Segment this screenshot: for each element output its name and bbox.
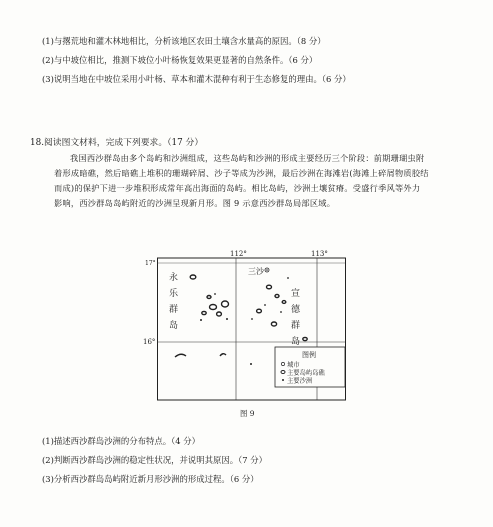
- sand-cay-icon: [214, 293, 216, 295]
- q18-heading: 18.阅读图文材料，完成下列要求。（17 分）: [30, 138, 204, 148]
- reef-icon: [220, 354, 226, 356]
- label-xuande-1: 宣: [291, 289, 301, 299]
- island-icon: [267, 285, 272, 289]
- legend-title: 图例: [302, 351, 316, 359]
- lon-label-113: 113°: [311, 250, 328, 258]
- q18-question-3: (3)分析西沙群岛岛屿附近新月形沙洲的形成过程。（6 分）: [42, 474, 259, 484]
- passage-line-4: 影响，西沙群岛岛屿附近的沙洲呈现新月形。图 9 示意西沙群岛局部区域。: [54, 198, 336, 208]
- legend-city-icon: [281, 362, 284, 365]
- passage-line-2: 着形成暗礁，然后暗礁上堆积的珊瑚碎屑、沙子等成为沙洲，最后沙洲在海滩岩(海滩上碎屑物质胶结: [54, 168, 429, 178]
- legend-island-icon: [281, 371, 285, 374]
- island-icon: [282, 301, 286, 304]
- q17-item-2: (2)与中坡位相比，推测下坡位小叶杨恢复效果更显著的自然条件。（6 分）: [42, 55, 318, 65]
- lat-label-16: 16°: [143, 338, 156, 346]
- island-icon: [190, 275, 196, 279]
- label-yongle-2: 乐: [169, 289, 179, 299]
- passage-line-3: 而成)的保护下进一步堆积形成常年高出海面的岛屿。相比岛屿，沙洲土壤贫瘠。受盛行季风等外力: [54, 183, 421, 193]
- label-xuande-2: 德: [291, 305, 301, 315]
- legend-sandcay-label: 主要沙洲: [287, 377, 313, 385]
- island-icon: [207, 296, 211, 299]
- sand-cay-icon: [287, 277, 289, 279]
- city-dot-icon: [266, 269, 268, 271]
- q17-item-1: (1)与撂荒地和灌木林地相比，分析该地区农田土壤含水量高的原因。（8 分）: [42, 36, 326, 46]
- label-yongle-3: 群: [169, 305, 179, 315]
- figure-caption: 图 9: [240, 409, 255, 418]
- legend-island-label: 主要岛屿岛礁: [287, 369, 325, 377]
- label-xuande-3: 群: [291, 321, 301, 331]
- sand-cay-icon: [200, 319, 202, 321]
- sand-cay-icon: [251, 318, 253, 320]
- lon-label-112: 112°: [230, 250, 247, 258]
- island-icon: [222, 301, 229, 307]
- label-yongle-4: 岛: [169, 321, 179, 331]
- passage-line-1: 我国西沙群岛由多个岛屿和沙洲组成，这些岛屿和沙洲的形成主要经历三个阶段：前期珊瑚虫附: [70, 153, 425, 163]
- q18-question-1: (1)描述西沙群岛沙洲的分布特点。（4 分）: [42, 436, 201, 446]
- sand-cay-icon: [280, 311, 282, 313]
- island-icon: [257, 309, 262, 313]
- legend-city-label: 城市: [287, 361, 300, 369]
- xisha-map: [143, 250, 357, 402]
- city-label-sansha: 三沙: [248, 267, 264, 276]
- sand-cay-icon: [250, 363, 252, 365]
- reef-icon: [175, 354, 186, 357]
- legend-sandcay-icon: [282, 379, 284, 381]
- sand-cay-icon: [226, 318, 228, 320]
- island-icon: [275, 294, 279, 297]
- island-icon: [303, 337, 307, 340]
- q17-item-3: (3)说明当地在中坡位采用小叶杨、草本和灌木混种有利于生态修复的理由。（6 分）: [42, 74, 351, 84]
- sand-cay-icon: [264, 304, 266, 306]
- label-xuande-4: 岛: [291, 337, 301, 347]
- label-yongle-1: 永: [169, 273, 179, 283]
- island-icon: [217, 312, 222, 316]
- island-icon: [210, 305, 217, 310]
- q18-question-2: (2)判断西沙群岛沙洲的稳定性状况，并说明其原因。（7 分）: [42, 455, 268, 465]
- island-icon: [271, 322, 276, 326]
- yongle-islands: [175, 275, 229, 357]
- lat-label-17: 17°: [145, 260, 156, 267]
- island-icon: [202, 311, 206, 314]
